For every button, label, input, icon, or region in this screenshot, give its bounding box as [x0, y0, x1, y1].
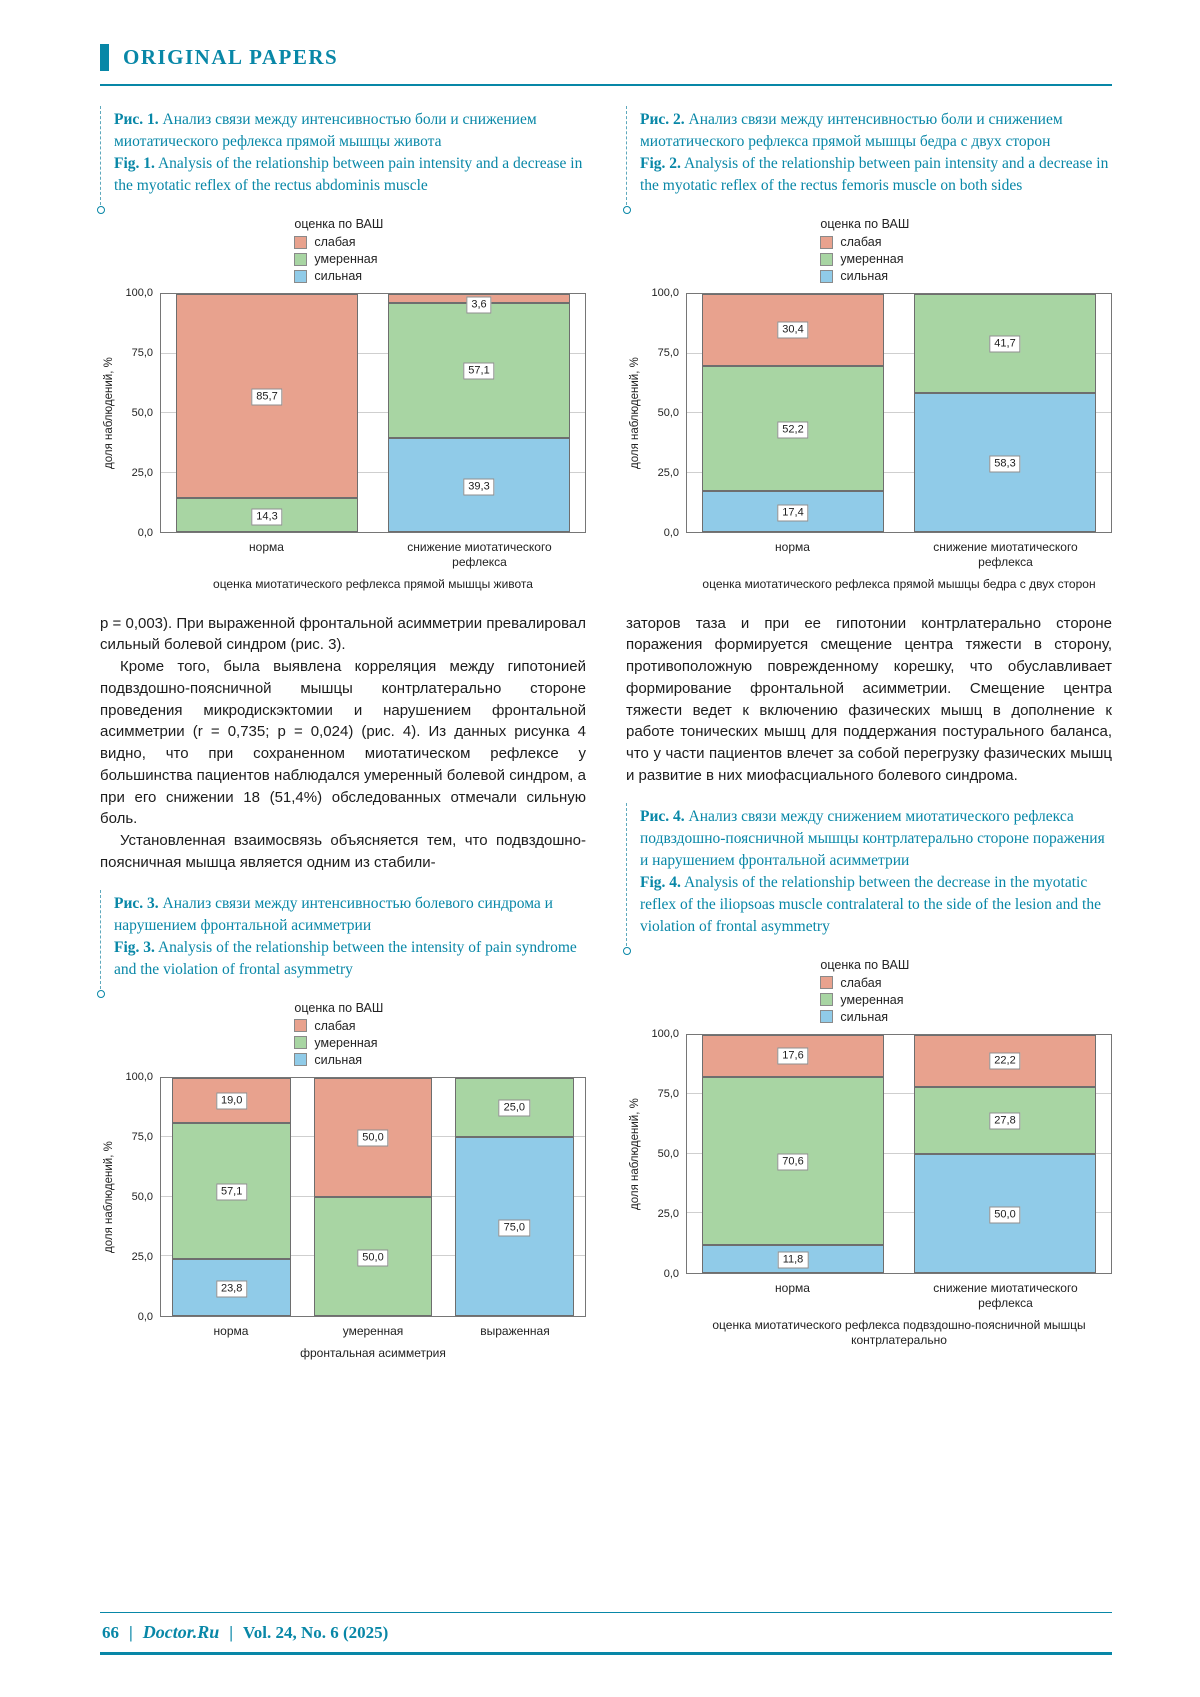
figure-1-caption-ru — [114, 109, 586, 153]
y-tick-label: 100,0 — [651, 1027, 679, 1040]
bar-value-label: 50,0 — [989, 1206, 1020, 1223]
legend-item — [294, 235, 586, 249]
x-category-labels — [160, 1324, 586, 1339]
bar-норма — [702, 294, 884, 532]
bar-value-label: 50,0 — [357, 1129, 388, 1146]
y-tick-labels — [644, 1027, 686, 1280]
plot-row — [644, 287, 1112, 539]
body-text-left — [100, 613, 586, 874]
footer-bottom-bar — [100, 1652, 1112, 1655]
legend-label: слабая — [314, 235, 356, 249]
x-category-label: норма — [213, 1323, 249, 1338]
y-axis-label: доля наблюдений, % — [629, 1097, 641, 1210]
y-tick-label: 50,0 — [131, 1190, 153, 1203]
x-category-labels — [686, 1281, 1112, 1311]
legend-item — [820, 1010, 1112, 1024]
bars-row — [161, 1078, 585, 1316]
legend-item — [820, 976, 1112, 990]
footer-text — [100, 1613, 1112, 1652]
plot-area — [160, 293, 586, 533]
bar-снижение миотатического рефлекса — [914, 294, 1096, 532]
legend-label: слабая — [840, 235, 882, 249]
paragraph: Установленная взаимосвязь объясняется тем, что подвздошно-поясничная мышца является одним из стабили- — [100, 832, 586, 871]
bar-value-label: 17,6 — [777, 1047, 808, 1064]
y-tick-labels — [118, 287, 160, 539]
figure-2-caption-en — [640, 153, 1112, 197]
bars-row — [687, 294, 1111, 532]
stacked-bar — [314, 1078, 433, 1316]
chart-legend — [820, 958, 1112, 1024]
figure-1-chart — [100, 217, 586, 593]
legend-item — [294, 1053, 586, 1067]
bar-снижение миотатического рефлекса — [388, 294, 570, 532]
legend-item — [294, 1036, 586, 1050]
legend-label: сильная — [314, 1052, 363, 1067]
legend-label: слабая — [840, 975, 882, 990]
legend-swatch-умеренная — [294, 1036, 307, 1049]
x-category-label: снижение миотатического рефлекса — [933, 540, 1078, 569]
bar-value-label: 19,0 — [216, 1092, 247, 1109]
figure-2-label-ru: Рис. 2. — [640, 111, 685, 128]
legend-label: умеренная — [314, 252, 378, 266]
figure-3-label-ru: Рис. 3. — [114, 894, 159, 912]
x-axis-title: оценка миотатического рефлекса подвздошно-поясничной мышцы контрлатерально — [712, 1317, 1086, 1348]
bar-value-label: 25,0 — [499, 1099, 530, 1116]
x-category-labels — [160, 540, 586, 570]
bar-value-label: 14,3 — [251, 508, 282, 525]
y-tick-label: 75,0 — [657, 347, 679, 359]
plot-area — [160, 1077, 586, 1317]
footer-separator: | — [129, 1623, 133, 1642]
figure-2-chart — [626, 217, 1112, 593]
figure-3-label-en: Fig. 3. — [114, 938, 155, 956]
chart-legend — [294, 217, 586, 283]
x-category-label: умеренная — [342, 1323, 404, 1338]
figure-3-text-en: Analysis of the relationship between the intensity of pain syndrome and the violation of frontal asymmetry — [114, 938, 577, 978]
page-header-title: ORIGINAL PAPERS — [123, 45, 339, 69]
bars-row — [687, 1035, 1111, 1273]
figure-2-caption — [626, 106, 1112, 205]
journal-logo: Doctor.Ru — [142, 1622, 220, 1642]
y-tick-label: 0,0 — [137, 527, 153, 539]
y-tick-label: 25,0 — [657, 1207, 679, 1220]
figure-1-label-en: Fig. 1. — [114, 155, 155, 172]
bar-value-label: 39,3 — [463, 478, 494, 495]
x-category-label: выраженная — [480, 1323, 550, 1338]
figure-4-label-ru: Рис. 4. — [640, 807, 685, 825]
y-tick-label: 100,0 — [651, 287, 679, 299]
figure-3-text-ru: Анализ связи между интенсивностью болевого синдрома и нарушением фронтальной асимметрии — [114, 894, 553, 934]
legend-swatch-слабая — [294, 1019, 307, 1032]
legend-swatch-умеренная — [294, 253, 307, 266]
legend-label: умеренная — [840, 992, 904, 1007]
footer-separator: | — [229, 1623, 234, 1642]
y-tick-label: 100,0 — [125, 287, 153, 299]
stacked-bar — [914, 294, 1096, 532]
stacked-bar — [914, 1035, 1096, 1273]
paragraph: заторов таза и при ее гипотонии контрлатерально стороне поражения формируется смещение центра тяжести в сторону, противоположную поврежденному корешку, что обуславливает формирование фронтальной асимметрии. Смещение центра тяжести ведет к включению фазических мышц в дополнение к работе тонических мышц для поддержания постурального баланса, что у части пациентов влечет за собой перегрузку фазических мышц и развитие в них миофасциального болевого синдрома. — [626, 614, 1112, 784]
left-column — [100, 106, 586, 1381]
figure-2-label-en: Fig. 2. — [640, 155, 681, 172]
figure-1-label-ru: Рис. 1. — [114, 111, 159, 128]
y-tick-label: 25,0 — [657, 467, 679, 479]
figure-1-caption — [100, 106, 586, 205]
figure-2-text-en: Analysis of the relationship between pain intensity and a decrease in the myotatic reflex of the rectus femoris muscle on both sides — [640, 155, 1109, 194]
legend-label: слабая — [314, 1018, 356, 1033]
figure-4-text-ru: Анализ связи между снижением миотатического рефлекса подвздошно-поясничной мышцы контрлатерально стороне поражения и нарушением фронтальной асимметрии — [640, 807, 1105, 869]
chart-legend — [294, 1001, 586, 1067]
legend-swatch-сильная — [294, 1053, 307, 1066]
y-tick-label: 25,0 — [131, 467, 153, 479]
figure-3-caption — [100, 890, 586, 989]
footer-page-number: 66 — [102, 1623, 119, 1642]
y-axis-label: доля наблюдений, % — [629, 357, 641, 469]
legend-label: сильная — [314, 269, 363, 283]
body-text-right — [626, 613, 1112, 787]
figure-3-caption-en — [114, 937, 586, 981]
legend-title: оценка по ВАШ — [294, 1000, 384, 1015]
footer — [100, 1612, 1112, 1697]
figure-3-chart — [100, 1001, 586, 1362]
footer-issue: Vol. 24, No. 6 (2025) — [243, 1623, 389, 1642]
plot-row — [118, 287, 586, 539]
plot-area — [686, 1034, 1112, 1274]
bar-норма — [172, 1078, 291, 1316]
figure-3-caption-ru — [114, 893, 586, 937]
content-columns — [100, 106, 1112, 1381]
y-tick-label: 75,0 — [657, 1087, 679, 1100]
legend-item — [294, 1019, 586, 1033]
chart-legend — [820, 217, 1112, 283]
x-category-labels — [686, 540, 1112, 570]
y-axis-label: доля наблюдений, % — [103, 1140, 115, 1253]
plot-region — [118, 1070, 586, 1339]
plot-area — [686, 293, 1112, 533]
bar-value-label: 50,0 — [357, 1249, 388, 1266]
legend-label: умеренная — [840, 252, 904, 266]
header — [100, 44, 1112, 71]
x-category-label: норма — [249, 540, 284, 554]
y-tick-label: 75,0 — [131, 347, 153, 359]
legend-item — [820, 252, 1112, 266]
x-category-label: норма — [775, 540, 810, 554]
bar-норма — [176, 294, 358, 532]
legend-swatch-сильная — [820, 270, 833, 283]
plot-region — [118, 287, 586, 570]
y-tick-label: 50,0 — [657, 1147, 679, 1160]
legend-swatch-слабая — [294, 236, 307, 249]
stacked-bar — [176, 294, 358, 532]
header-accent-bar — [100, 44, 109, 71]
plot-row — [644, 1027, 1112, 1280]
figure-4-caption — [626, 803, 1112, 946]
x-axis-title: оценка миотатического рефлекса прямой мышцы живота — [213, 577, 533, 591]
figure-4-chart — [626, 958, 1112, 1349]
bar-value-label: 57,1 — [463, 363, 494, 380]
bars-row — [161, 294, 585, 532]
y-tick-label: 50,0 — [131, 407, 153, 419]
bar-выраженная — [455, 1078, 574, 1316]
legend-swatch-сильная — [294, 270, 307, 283]
bar-умеренная — [314, 1078, 433, 1316]
bar-снижение миотатического рефлекса — [914, 1035, 1096, 1273]
header-rule — [100, 84, 1112, 86]
y-tick-labels — [118, 1070, 160, 1323]
y-axis-label: доля наблюдений, % — [103, 357, 115, 469]
figure-4-text-en: Analysis of the relationship between the decrease in the myotatic reflex of the iliopsoas muscle contralateral to the side of the lesion and the violation of frontal asymmetry — [640, 873, 1101, 935]
plot-region — [644, 287, 1112, 570]
legend-item — [820, 235, 1112, 249]
legend-swatch-слабая — [820, 236, 833, 249]
legend-title: оценка по ВАШ — [820, 957, 910, 972]
figure-4-caption-ru — [640, 806, 1112, 872]
legend-item — [820, 269, 1112, 283]
legend-title: оценка по ВАШ — [294, 217, 384, 231]
figure-1-text-en: Analysis of the relationship between pain intensity and a decrease in the myotatic reflex of the rectus abdominis muscle — [114, 155, 583, 194]
legend-swatch-умеренная — [820, 993, 833, 1006]
x-category-label: снижение миотатического рефлекса — [407, 540, 552, 569]
bar-value-label: 17,4 — [777, 505, 808, 522]
legend-swatch-слабая — [820, 976, 833, 989]
x-category-label: снижение миотатического рефлекса — [933, 1280, 1078, 1310]
bar-value-label: 57,1 — [216, 1183, 247, 1200]
legend-label: сильная — [840, 1009, 889, 1024]
plot-row — [118, 1070, 586, 1323]
bar-value-label: 30,4 — [777, 322, 808, 339]
legend-swatch-умеренная — [820, 253, 833, 266]
right-column — [626, 106, 1112, 1381]
legend-label: умеренная — [314, 1035, 378, 1050]
y-tick-label: 25,0 — [131, 1250, 153, 1263]
figure-4-caption-en — [640, 872, 1112, 938]
x-axis-title: фронтальная асимметрия — [300, 1345, 446, 1360]
chart-body — [626, 287, 1112, 570]
legend-label: сильная — [840, 269, 889, 283]
bar-норма — [702, 1035, 884, 1273]
bar-value-label: 27,8 — [989, 1113, 1020, 1130]
bar-value-label: 85,7 — [251, 388, 282, 405]
figure-1-caption-en — [114, 153, 586, 197]
plot-region — [644, 1027, 1112, 1311]
legend-item — [294, 252, 586, 266]
legend-item — [820, 993, 1112, 1007]
stacked-bar — [388, 294, 570, 532]
figure-1-text-ru: Анализ связи между интенсивностью боли и снижением миотатического рефлекса прямой мышцы живота — [114, 111, 537, 150]
figure-2-text-ru: Анализ связи между интенсивностью боли и снижением миотатического рефлекса прямой мышцы бедра с двух сторон — [640, 111, 1063, 150]
chart-body — [100, 287, 586, 570]
chart-body — [626, 1027, 1112, 1311]
bar-value-label: 22,2 — [989, 1053, 1020, 1070]
paragraph: Кроме того, была выявлена корреляция между гипотонией подвздошно-поясничной мышцы контрлатерально стороне проведения микродискэктомии и нарушением фронтальной асимметрии (r = 0,735; p = 0,024) (рис. 4). Из данных рисунка 4 видно, что при сохраненном миотатическом рефлексе у большинства пациентов наблюдался умеренный болевой синдром, а при его снижении 18 (51,4%) обследованных отмечали сильную боль. — [100, 658, 586, 828]
bar-value-label: 52,2 — [777, 421, 808, 438]
y-tick-label: 0,0 — [137, 1310, 153, 1323]
chart-body — [100, 1070, 586, 1339]
y-tick-labels — [644, 287, 686, 539]
bar-value-label: 58,3 — [989, 456, 1020, 473]
bar-value-label: 3,6 — [466, 297, 491, 314]
bar-value-label: 75,0 — [499, 1219, 530, 1236]
y-tick-label: 75,0 — [131, 1130, 153, 1143]
figure-2-caption-ru — [640, 109, 1112, 153]
y-tick-label: 0,0 — [663, 527, 679, 539]
legend-item — [294, 269, 586, 283]
x-category-label: норма — [775, 1280, 810, 1295]
legend-title: оценка по ВАШ — [820, 217, 910, 231]
bar-value-label: 41,7 — [989, 336, 1020, 353]
paragraph: р = 0,003). При выраженной фронтальной асимметрии превалировал сильный болевой синдром (рис. 3). — [100, 614, 586, 654]
y-tick-label: 100,0 — [125, 1070, 153, 1083]
legend-swatch-сильная — [820, 1010, 833, 1023]
y-tick-label: 50,0 — [657, 407, 679, 419]
bar-value-label: 70,6 — [777, 1153, 808, 1170]
bar-value-label: 11,8 — [778, 1252, 809, 1269]
y-tick-label: 0,0 — [663, 1267, 679, 1280]
figure-4-label-en: Fig. 4. — [640, 873, 681, 891]
x-axis-title: оценка миотатического рефлекса прямой мышцы бедра с двух сторон — [702, 577, 1096, 591]
bar-value-label: 23,8 — [216, 1281, 247, 1298]
